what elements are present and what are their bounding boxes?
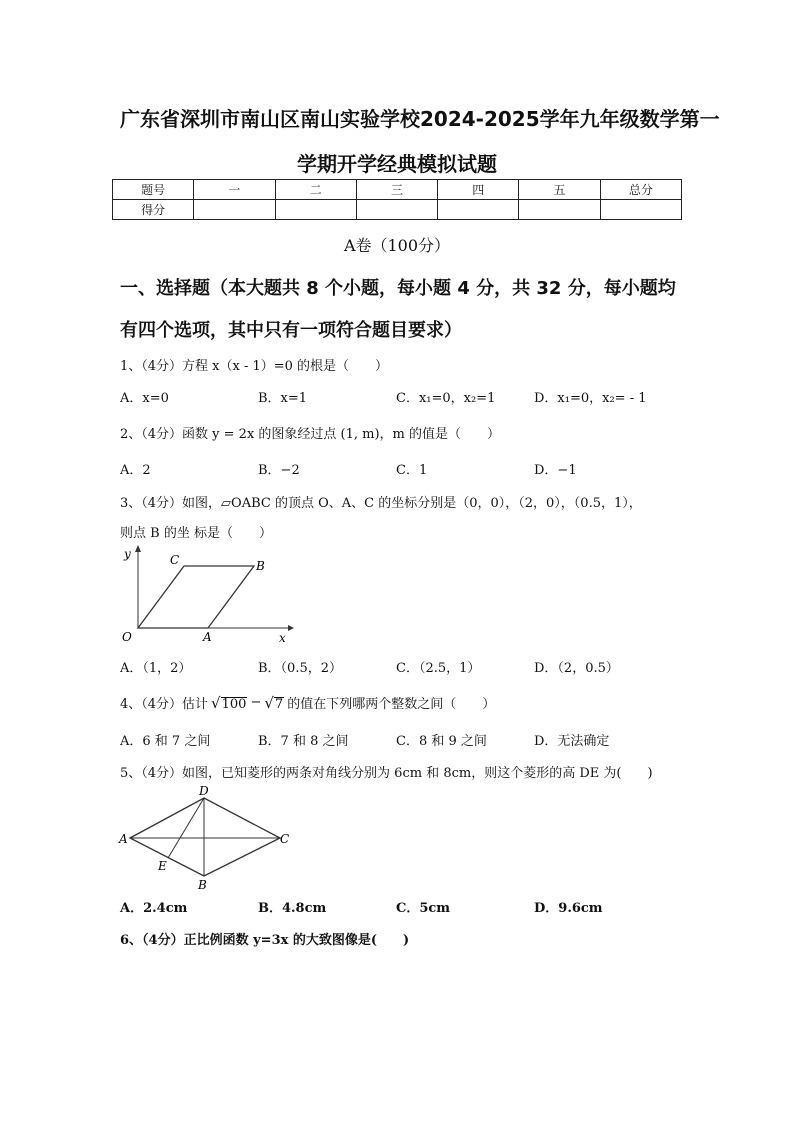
question-2-option-a: A．2	[120, 463, 151, 478]
x-axis-label: x	[279, 631, 286, 645]
score-table-score-row	[113, 200, 682, 220]
question-5-option-c: C．5cm	[396, 901, 451, 916]
question-4-stem	[120, 693, 495, 712]
parallelogram-shape	[138, 566, 254, 628]
question-3-option-a: A．（1，2）	[120, 661, 192, 676]
exam-title-line-1: 广东省深圳市南山区南山实验学校2024-2025学年九年级数学第一	[120, 107, 720, 131]
question-2-option-d: D．−1	[534, 463, 577, 478]
sqrt-100-expression	[211, 694, 247, 712]
question-4-option-a: A．6 和 7 之间	[120, 734, 211, 749]
point-o-label: O	[122, 630, 132, 644]
question-3-option-d: D．（2，0.5）	[534, 661, 619, 676]
score-cell	[194, 200, 275, 220]
part-1-heading-line-1: 一、选择题（本大题共 8 个小题，每小题 4 分，共 32 分，每小题均	[120, 278, 676, 299]
radicand-100: 100	[221, 696, 247, 712]
sqrt-sign-icon: √	[264, 693, 274, 712]
point-a-label: A	[119, 832, 128, 846]
question-5-option-b: B．4.8cm	[258, 901, 327, 916]
point-d-label: D	[199, 784, 209, 798]
score-table-header-cell: 五	[519, 180, 600, 200]
point-e-label: E	[158, 859, 167, 873]
question-1-option-b: B．x=1	[258, 391, 308, 406]
y-axis-arrow	[135, 545, 141, 552]
question-3-option-c: C．（2.5，1）	[396, 661, 481, 676]
question-4-stem-prefix: 4、（4分）估计	[120, 697, 209, 712]
question-2-option-b: B．−2	[258, 463, 300, 478]
point-c-label: C	[170, 553, 180, 567]
question-3-stem-line-1: 3、（4分）如图，▱OABC 的顶点 O、A、C 的坐标分别是（0，0），（2，0），（0.5，1），	[120, 496, 642, 511]
question-3-option-b: B．（0.5，2）	[258, 661, 342, 676]
point-c-label: C	[280, 832, 290, 846]
y-axis-label: y	[124, 547, 131, 561]
score-table-header-cell: 二	[275, 180, 356, 200]
question-1-option-d: D．x₁=0，x₂= - 1	[534, 391, 647, 406]
score-table-header-cell: 四	[438, 180, 519, 200]
question-4-option-d: D．无法确定	[534, 734, 610, 749]
score-cell	[275, 200, 356, 220]
sqrt-sign-icon: √	[211, 693, 221, 712]
exam-title-line-2: 学期开学经典模拟试题	[297, 152, 497, 176]
point-b-label: B	[198, 878, 207, 892]
parallelogram-oabc-figure	[116, 544, 296, 646]
minus-sign: −	[250, 695, 262, 710]
score-table	[112, 179, 682, 220]
question-2-option-c: C．1	[396, 463, 428, 478]
score-table-header-cell: 题号	[113, 180, 194, 200]
question-5-option-a: A．2.4cm	[120, 901, 188, 916]
question-4-option-b: B．7 和 8 之间	[258, 734, 349, 749]
part-1-heading-line-2: 有四个选项，其中只有一项符合题目要求）	[120, 320, 462, 341]
question-2-stem: 2、（4分）函数 y = 2x 的图象经过点 (1, m)，m 的值是（ ）	[120, 427, 501, 442]
rhombus-figure	[116, 782, 296, 892]
score-cell	[356, 200, 437, 220]
question-6-stem: 6、（4分）正比例函数 y=3x 的大致图像是( )	[120, 933, 410, 948]
score-cell	[438, 200, 519, 220]
score-cell	[600, 200, 681, 220]
point-a-label: A	[203, 630, 212, 644]
question-4-stem-suffix: 的值在下列哪两个整数之间（ ）	[287, 697, 496, 712]
point-b-label: B	[256, 559, 265, 573]
question-4-option-c: C．8 和 9 之间	[396, 734, 487, 749]
section-a-heading: A卷（100分）	[343, 236, 451, 255]
score-table-header-cell: 总分	[600, 180, 681, 200]
score-table-header-row	[113, 180, 682, 200]
question-5-stem: 5、（4分）如图，已知菱形的两条对角线分别为 6cm 和 8cm，则这个菱形的高 DE 为( )	[120, 766, 653, 781]
question-1-option-c: C．x₁=0，x₂=1	[396, 391, 496, 406]
sqrt-7-expression	[264, 694, 284, 712]
x-axis-arrow	[288, 625, 294, 631]
question-1-stem: 1、（4分）方程 x（x - 1）=0 的根是（ ）	[120, 359, 389, 374]
radicand-7: 7	[274, 696, 284, 712]
rhombus-shape	[130, 798, 280, 876]
question-3-stem-line-2: 则点 B 的坐 标是（ ）	[120, 526, 272, 541]
score-table-header-cell: 一	[194, 180, 275, 200]
score-table-row-label: 得分	[113, 200, 194, 220]
question-1-option-a: A．x=0	[120, 391, 169, 406]
score-cell	[519, 200, 600, 220]
score-table-header-cell: 三	[356, 180, 437, 200]
question-5-option-d: D．9.6cm	[534, 901, 603, 916]
